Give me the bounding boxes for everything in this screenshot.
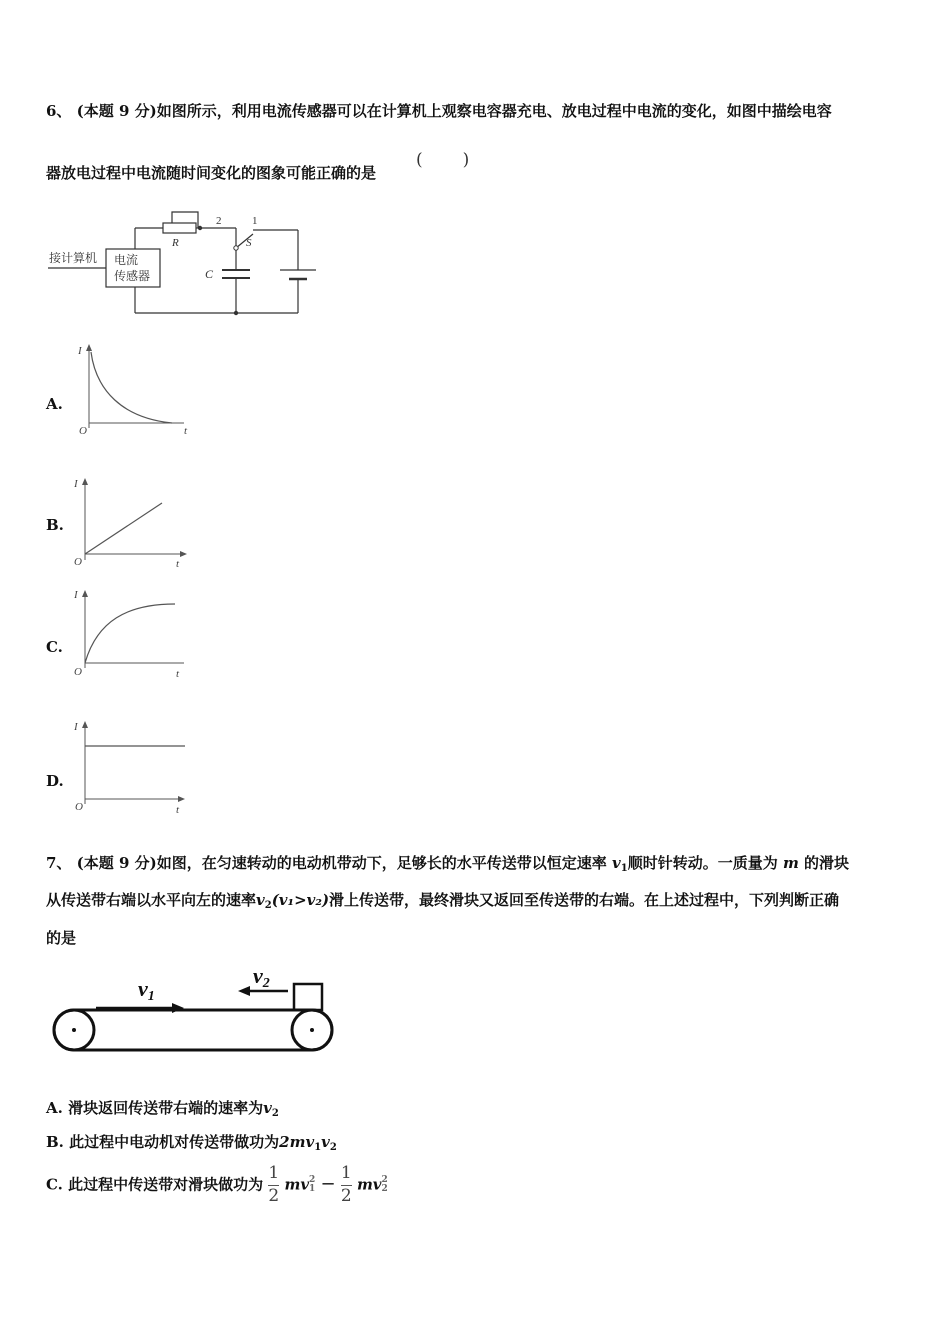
- q6-answer-blank: [416, 150, 469, 170]
- v2-arrowhead: [238, 986, 250, 996]
- x-axis-label: t: [176, 668, 180, 680]
- switch-pivot: [234, 246, 238, 250]
- y-axis-label: I: [74, 478, 78, 490]
- origin-label: O: [79, 425, 87, 437]
- option-b-expr: 2mv: [279, 1133, 315, 1151]
- q6-number: 6、: [46, 102, 72, 120]
- option-c-mv1: mv: [284, 1175, 310, 1194]
- sensor-label-2: 传感器: [114, 269, 151, 283]
- computer-label: 接计算机: [49, 251, 98, 265]
- option-b-sub1: 1: [314, 1142, 322, 1153]
- option-d-label[interactable]: D.: [46, 772, 64, 790]
- q7-option-a[interactable]: [46, 1097, 279, 1119]
- q6-circuit-diagram: [40, 208, 330, 323]
- q7-text-1b: 顺时针转动。一质量为: [627, 854, 778, 872]
- q7-var-m: m: [782, 854, 799, 872]
- option-a-sub: 2: [271, 1108, 279, 1119]
- q7-line1: [46, 856, 849, 874]
- fraction-1: $\frac{1}{2}$: [268, 1163, 280, 1206]
- junction-bottom: [234, 311, 238, 315]
- option-b-letter: B.: [46, 1133, 64, 1151]
- slider-block: [294, 984, 322, 1010]
- q7-text-3: 的是: [46, 929, 77, 947]
- y-axis-label: I: [74, 589, 78, 601]
- option-a-label[interactable]: A.: [46, 395, 63, 413]
- y-axis-arrow: [86, 344, 92, 351]
- capacitor-label: C: [205, 267, 214, 281]
- origin-label: O: [74, 666, 82, 678]
- y-axis-arrow: [82, 721, 88, 728]
- q7-text-1c: 的滑块: [804, 854, 850, 872]
- q7-var-v1: v: [612, 854, 621, 872]
- blank-open: (: [416, 150, 423, 170]
- x-axis-arrow: [180, 551, 187, 557]
- q6-line2: [46, 166, 376, 181]
- sensor-label-1: 电流: [114, 253, 139, 267]
- origin-label: O: [75, 801, 83, 813]
- q7-conveyor-diagram: [46, 966, 346, 1066]
- q7-var-v2-sub: 2: [264, 900, 272, 911]
- resistor-r: [163, 223, 196, 233]
- curve-rise: [85, 604, 175, 663]
- option-b-sub2: 2: [329, 1142, 337, 1153]
- option-c-graph[interactable]: [72, 586, 192, 686]
- q7-line2: [46, 893, 839, 911]
- left-pulley-axle: [72, 1028, 76, 1032]
- position-2-label: 2: [216, 215, 222, 227]
- y-axis-label: I: [74, 721, 78, 733]
- q7-text-2b: 滑上传送带，最终滑块又返回至传送带的右端。在上述过程中，下列判断正确: [329, 891, 840, 909]
- q7-text-2a: 从传送带右端以水平向左的速率: [46, 891, 257, 909]
- resistor-label: R: [172, 237, 179, 249]
- y-axis-label: I: [78, 345, 82, 357]
- q7-number: 7、: [46, 854, 72, 872]
- switch-label: S: [246, 237, 252, 249]
- q7-score: (本题 9 分): [76, 854, 157, 872]
- q6-text-2: 器放电过程中电流随时间变化的图象可能正确的是: [46, 164, 377, 182]
- q7-var-v2: v: [256, 891, 265, 909]
- q7-var-v1-sub: 1: [620, 863, 628, 874]
- q7-text-1a: 如图，在匀速转动的电动机带动下，足够长的水平传送带以恒定速率: [156, 854, 607, 872]
- option-c-text: 此过程中传送带对滑块做功为: [68, 1175, 264, 1194]
- option-b-v: v: [321, 1133, 330, 1151]
- x-axis-arrow: [178, 796, 185, 802]
- option-d-graph[interactable]: [72, 716, 192, 816]
- origin-label: O: [74, 556, 82, 568]
- belt-right-wrap: [312, 1010, 332, 1050]
- fraction-2: $\frac{1}{2}$: [340, 1163, 352, 1206]
- rheostat-slider: [172, 212, 198, 228]
- minus-sign: −: [320, 1173, 336, 1195]
- option-a-letter: A.: [46, 1099, 63, 1117]
- option-a-graph[interactable]: [72, 340, 192, 440]
- curve-decay: [91, 352, 172, 423]
- q7-option-b[interactable]: [46, 1131, 337, 1153]
- q7-option-c[interactable]: C. 此过程中传送带对滑块做功为 $\frac{1}{2}$ mv 2 1 − $\frac{1}{2}$ mv 2 2: [46, 1163, 388, 1206]
- belt-left-wrap: [54, 1010, 74, 1050]
- curve-linear: [85, 503, 162, 554]
- junction-2: [198, 226, 202, 230]
- option-c-label[interactable]: C.: [46, 638, 63, 656]
- option-a-text: 滑块返回传送带右端的速率为: [68, 1099, 264, 1117]
- option-c-mv2: mv: [356, 1175, 382, 1194]
- position-1-label: 1: [252, 215, 258, 227]
- x-axis-label: t: [176, 558, 180, 570]
- q7-line3: [46, 931, 76, 946]
- option-b-label[interactable]: B.: [46, 516, 64, 534]
- option-b-text: 此过程中电动机对传送带做功为: [69, 1133, 280, 1151]
- blank-close: ): [462, 150, 470, 170]
- right-pulley-axle: [310, 1028, 314, 1032]
- y-axis-arrow: [82, 590, 88, 597]
- q7-condition: (v₁>v₂): [271, 891, 330, 909]
- q6-score: (本题 9 分): [76, 102, 157, 120]
- option-c-letter: C.: [46, 1175, 63, 1194]
- q6-line1: [46, 104, 832, 119]
- option-a-var: v: [263, 1099, 272, 1117]
- x-axis-label: t: [176, 804, 180, 816]
- v2-label: v2: [253, 966, 270, 991]
- q6-text-1: 如图所示，利用电流传感器可以在计算机上观察电容器充电、放电过程中电流的变化，如图中描绘电容: [156, 102, 832, 120]
- x-axis-label: t: [184, 425, 188, 437]
- y-axis-arrow: [82, 478, 88, 485]
- option-b-graph[interactable]: [72, 474, 192, 574]
- v1-label: v1: [138, 976, 155, 1004]
